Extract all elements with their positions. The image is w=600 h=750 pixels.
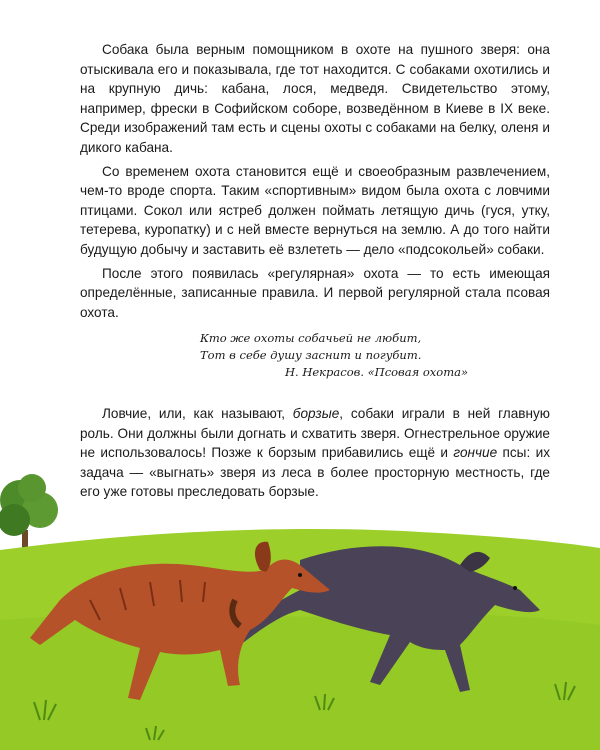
paragraph-3: После этого появилась «регулярная» охота — то есть имеющая определённые, записанные правила. И первой регулярной стала псовая охота. xyxy=(80,265,550,320)
paragraph-2: Со временем охота становится ещё и своеобразным развлечением, чем-то вроде спорта. Таким «спортивным» видом была охота с ловчими птицами. Сокол или ястреб должен поймать летящую дичь (гуся, утку, тетерева, куропатку) и с ней вместе вернуться на землю. А до того найти будущую добычу и заставить её взлететь — дело «подсокольей» собаки. xyxy=(80,163,550,257)
grass-shade xyxy=(0,614,600,750)
term-gonchie: гончие xyxy=(453,445,498,461)
paragraph-4-part-2: , собаки играли в ней главную роль. Они должны были догнать и схватить зверя. Огнестрельное оружие не использовалось! Позже к борзым прибавились ещё и xyxy=(80,406,550,461)
paragraph-4-part-3: псы: их задача — «выгнать» зверя из леса в более просторную местность, где его уже готовы преследовать борзые. xyxy=(80,445,550,500)
poem-quote xyxy=(200,330,520,381)
paragraph-4-part-1: Ловчие, или, как называют, xyxy=(102,406,293,421)
hunting-dogs-illustration xyxy=(0,470,600,750)
paragraph-1: Собака была верным помощником в охоте на пушного зверя: она отыскивала его и показывала, где тот находится. С собаками охотились и на крупную дичь: кабана, лося, медведя. Свидетельство этому, например, фрески в Софийском соборе, возведённом в Киеве в IX веке. Среди изображений там есть и сцены охоты с собаками на белку, оленя и дикого кабана. xyxy=(80,42,550,155)
poem-line-2: Тот в себе душу заснит и погубит. xyxy=(200,348,422,362)
poem-line-1: Кто же охоты собачьей не любит, xyxy=(200,331,422,345)
main-text xyxy=(80,40,550,326)
term-borzye: борзые xyxy=(292,406,340,421)
poem-attribution: Н. Некрасов. «Псовая охота» xyxy=(285,365,469,379)
